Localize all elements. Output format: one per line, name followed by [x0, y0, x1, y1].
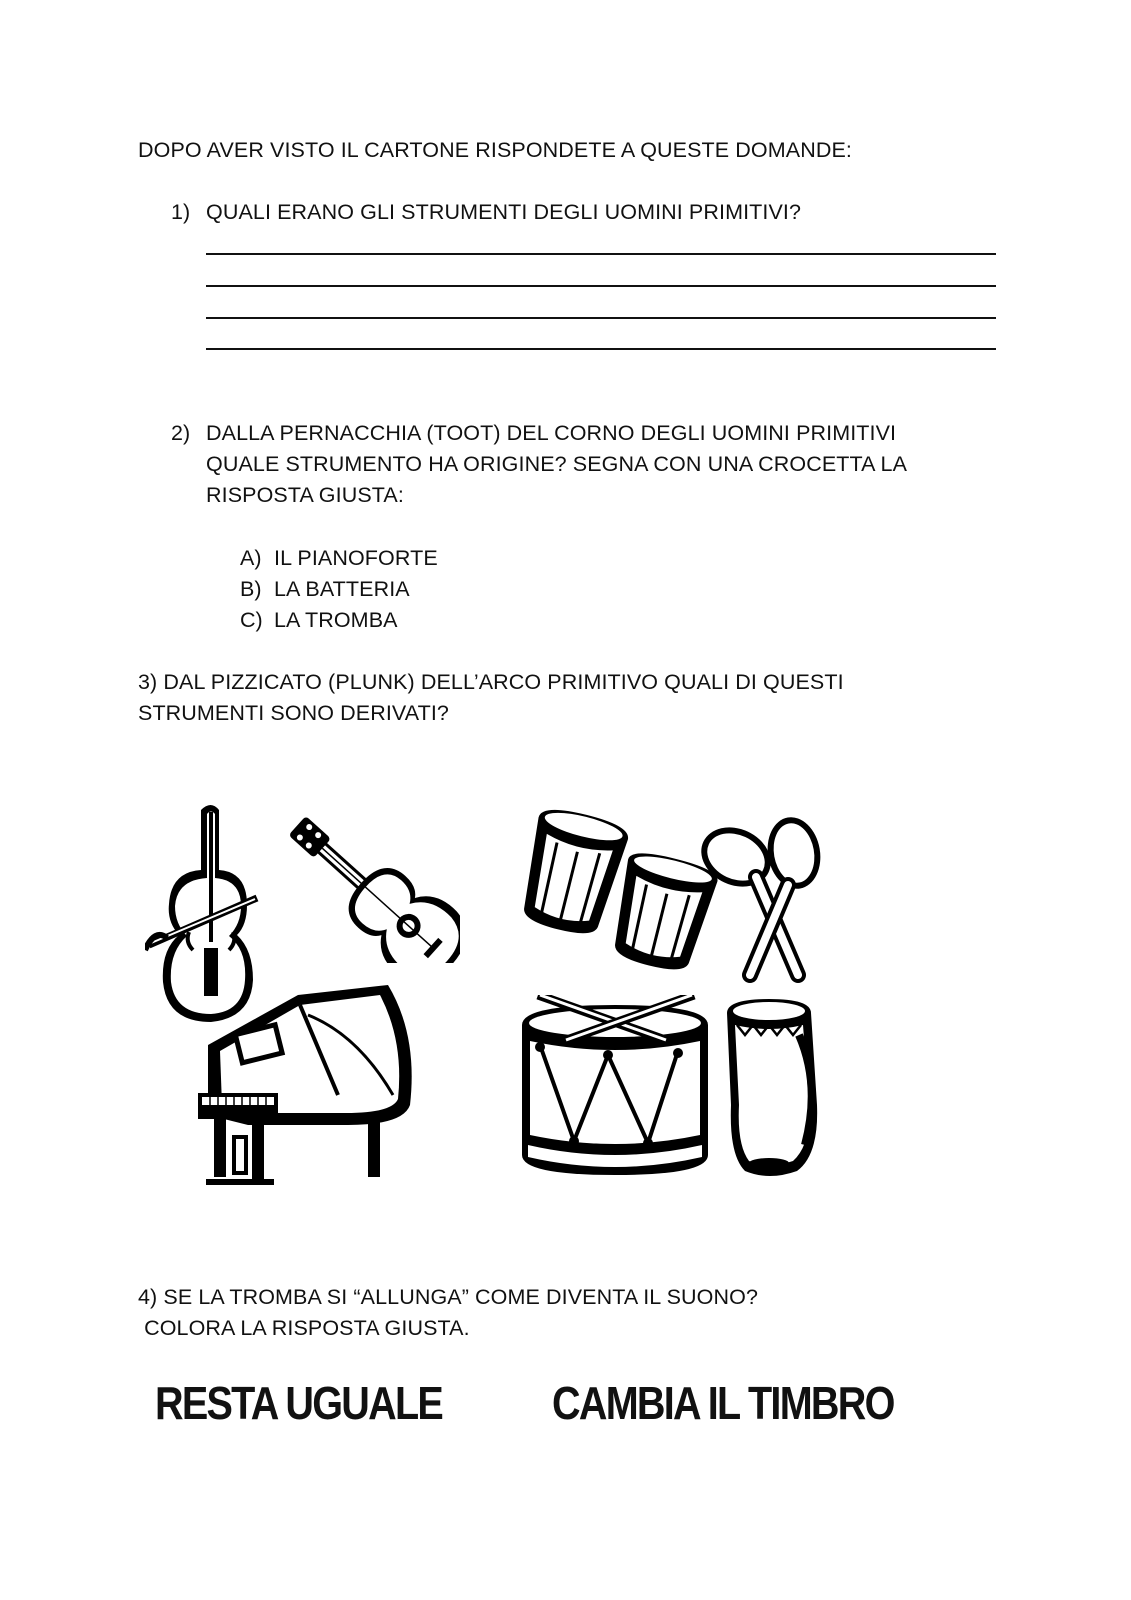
question-2-number: 2) [171, 421, 191, 445]
question-1-text: QUALI ERANO GLI STRUMENTI DEGLI UOMINI PRIMITIVI? [206, 200, 802, 224]
option-a-text[interactable]: IL PIANOFORTE [274, 546, 438, 570]
drum-icon[interactable] [518, 995, 713, 1180]
question-1-number: 1) [171, 200, 191, 224]
question-2-line: QUALE STRUMENTO HA ORIGINE? SEGNA CON UNA CROCETTA LA [206, 452, 908, 476]
answer-line[interactable] [206, 348, 996, 350]
maracas-icon[interactable] [698, 815, 828, 985]
question-2-line: RISPOSTA GIUSTA: [206, 483, 404, 507]
intro-heading: DOPO AVER VISTO IL CARTONE RISPONDETE A QUESTE DOMANDE: [138, 138, 852, 162]
guitar-icon[interactable] [280, 798, 460, 963]
option-b-text[interactable]: LA BATTERIA [274, 577, 410, 601]
piano-icon[interactable] [188, 975, 418, 1195]
answer-resta-uguale[interactable]: RESTA UGUALE [155, 1377, 443, 1429]
question-4-line: COLORA LA RISPOSTA GIUSTA. [138, 1316, 470, 1340]
answer-line[interactable] [206, 285, 996, 287]
question-2-line: DALLA PERNACCHIA (TOOT) DEL CORNO DEGLI UOMINI PRIMITIVI [206, 421, 897, 445]
question-3-line: STRUMENTI SONO DERIVATI? [138, 701, 449, 725]
option-b-letter: B) [240, 577, 262, 601]
option-c-letter: C) [240, 608, 263, 632]
question-4-line: 4) SE LA TROMBA SI “ALLUNGA” COME DIVENTA IL SUONO? [138, 1285, 759, 1309]
option-a-letter: A) [240, 546, 262, 570]
question-3-line: 3) DAL PIZZICATO (PLUNK) DELL’ARCO PRIMITIVO QUALI DI QUESTI [138, 670, 844, 694]
bongo-icon[interactable] [515, 808, 720, 973]
answer-cambia-il-timbro[interactable]: CAMBIA IL TIMBRO [552, 1377, 894, 1429]
option-c-text[interactable]: LA TROMBA [274, 608, 398, 632]
answer-line[interactable] [206, 317, 996, 319]
answer-line[interactable] [206, 253, 996, 255]
conga-icon[interactable] [725, 995, 825, 1180]
